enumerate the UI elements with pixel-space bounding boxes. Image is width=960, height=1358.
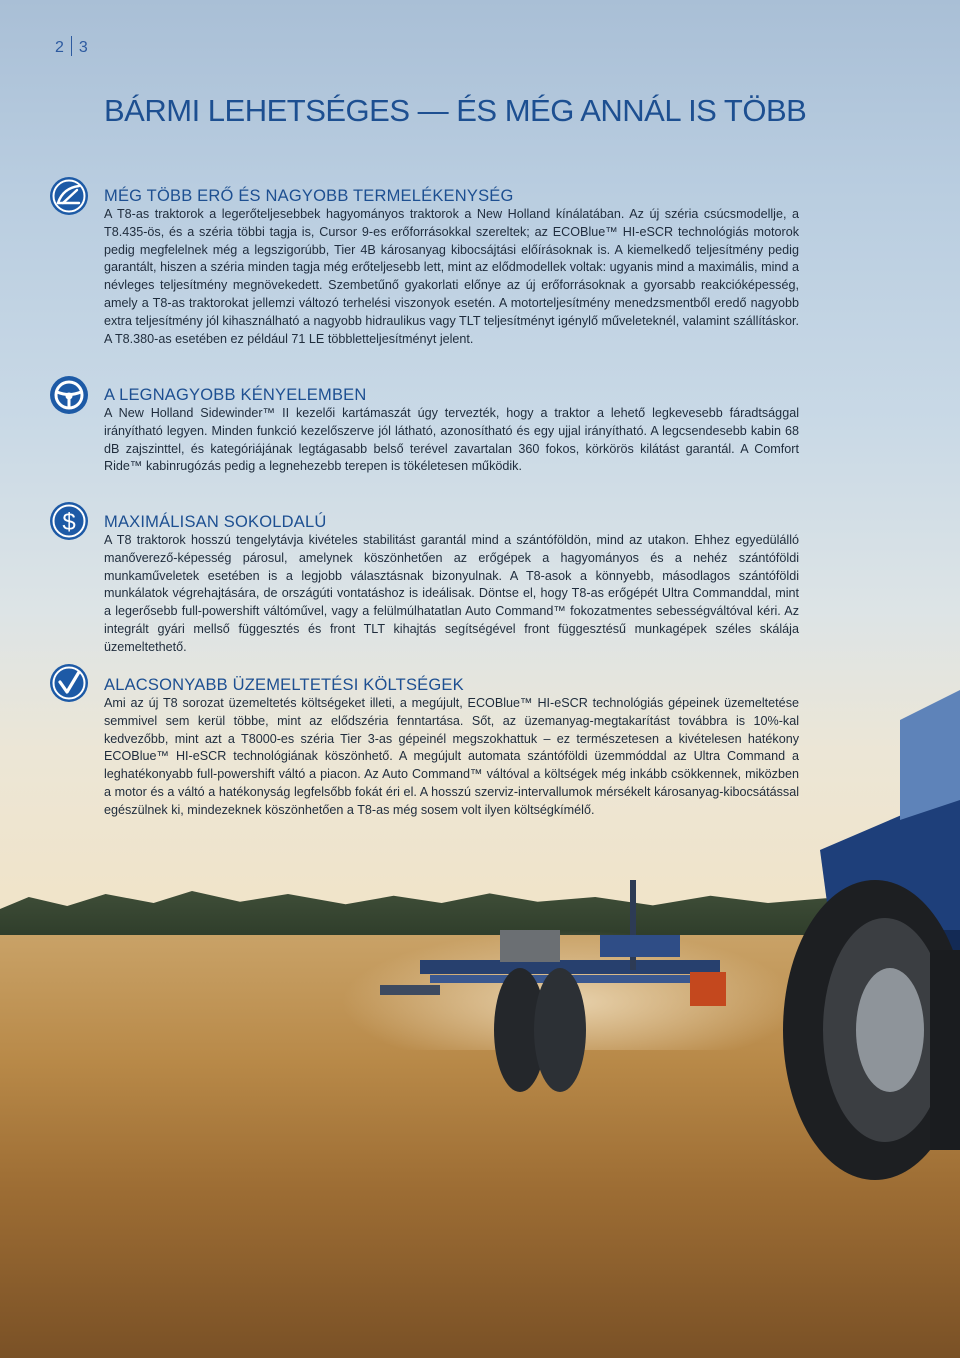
steering-wheel-icon [49, 375, 89, 415]
section-body: A New Holland Sidewinder™ II kezelői kartámaszát úgy tervezték, hogy a traktor a lehető legkevesebb fáradtsággal irányítható legyen. Minden funkció kezelőszerve jól látható, azonosítható és egy ujjal irányítható. A legcsendesebb kabin 68 dB zajszinttel, és kategóriájának legtágasabb belső terével zavartalan 360 fokos, körkörös kilátást garantál. A Comfort Ride™ kabinrugózás pedig a legnehezebb terepen is tökéletesen működik. [104, 406, 799, 474]
dollar-icon [49, 501, 89, 541]
page-headline: BÁRMI LEHETSÉGES — ÉS MÉG ANNÁL IS TÖBB [104, 93, 807, 128]
checkmark-icon [49, 663, 89, 703]
section-title: ALACSONYABB ÜZEMELTETÉSI KÖLTSÉGEK [104, 676, 464, 694]
section-title: MAXIMÁLISAN SOKOLDALÚ [104, 513, 327, 531]
page-number [55, 36, 88, 57]
section-title: A LEGNAGYOBB KÉNYELEMBEN [104, 386, 367, 404]
page-number-left: 2 [55, 39, 64, 56]
page-number-right: 3 [78, 39, 88, 56]
section-versatility [104, 512, 799, 657]
section-title: MÉG TÖBB ERŐ ÉS NAGYOBB TERMELÉKENYSÉG [104, 187, 514, 205]
svg-text:$: $ [62, 509, 76, 536]
cultivator-implement [380, 880, 726, 1092]
section-body: A T8 traktorok hosszú tengelytávja kivételes stabilitást garantál mind a szántóföldön, mind az utakon. Ehhez egyedülálló manőverező-képesség párosul, amelynek köszönhetően az erőgépek a hagyományos és a nehéz szántóföldi munkaműveletek esetében is a legjobb választásnak bizonyulnak. A T8-asok a könnyebb, másodlagos szántóföldi munkálatok végrehajtására, de országúti vontatáshoz is ideálisak. Döntse el, hogy T8-as erőgépét Ultra Commanddal, mint a legerősebb full-powershift váltóművel, vagy a felülmúlhatatlan Auto Command™ fokozatmentes sebességváltóval kéri. Az integrált gyári mellső függesztés és front TLT kihajtás segítségével front függesztésű munkagépek széles skálája üzemeltethető. [104, 533, 799, 654]
section-body: Ami az új T8 sorozat üzemeltetés költségeket illeti, a megújult, ECOBlue™ HI-eSCR technológiás gépeinek üzemeltetése semmivel sem kerül többe, mint az elődszéria fenntartása. Sőt, az üzemanyag-megtakarítást továbbra is 10%-kal kedvezőbb, mint azt a T8000-es széria Tier 3-as gépeinél megszokhattuk – ez természetesen a kivételesen hatékony ECOBlue™ HI-eSCR technológiának köszönhető. A megújult automata szántóföldi üzemmóddal az Ultra Command a leghatékonyabb full-powershift váltó a piacon. Az Auto Command™ váltóval a költségek még inkább csökkennek, miközben a motor és a váltó a hatékonyság legfelsőbb fokát éri el. A hosszú szerviz-intervallumok mérsékelt károsanyag-kibocsátással egészülnek ki, mindezeknek köszönhetően a T8-as még sosem volt ilyen költségkímélő. [104, 696, 799, 817]
page-number-divider [71, 36, 72, 56]
tractor [783, 690, 960, 1180]
section-body: A T8-as traktorok a legerőteljesebbek hagyományos traktorok a New Holland kínálatában. Az új széria csúcsmodellje, a T8.435-ös, és a széria többi tagja is, Cursor 9-es erőforrásokkal szereltek; az ECOBlue™ HI-eSCR technológiás motorok pedig megfelelnek még a legszigorúbb, Tier 4B károsanyag kibocsájtási előírásoknak is. A kiemelkedő teljesítmény pedig garantált, hiszen a széria minden tagja még erőteljesebb lett, mint az elődmodellek voltak: ugyanis mind a maximális, mind a névleges teljesítmény megnövekedett. Szembetűnő gyakorlati előnye az új erőforrásoknak a gyorsabb reakcióképesség, amely a T8-as traktorokat jellemzi változó terhelési viszonyok esetén. A motorteljesítmény menedzsmentből eredő nagyobb extra teljesítmény jól kihasználható a nagyobb hidraulikus vagy TLT teljesítményt igénylő műveleteknél, valamint szállításkor. A T8.380-as esetében ez például 71 LE többletteljesítményt jelent. [104, 207, 799, 346]
section-comfort [104, 385, 799, 476]
power-gauge-icon [49, 176, 89, 216]
section-costs [104, 675, 799, 820]
section-power [104, 186, 799, 348]
